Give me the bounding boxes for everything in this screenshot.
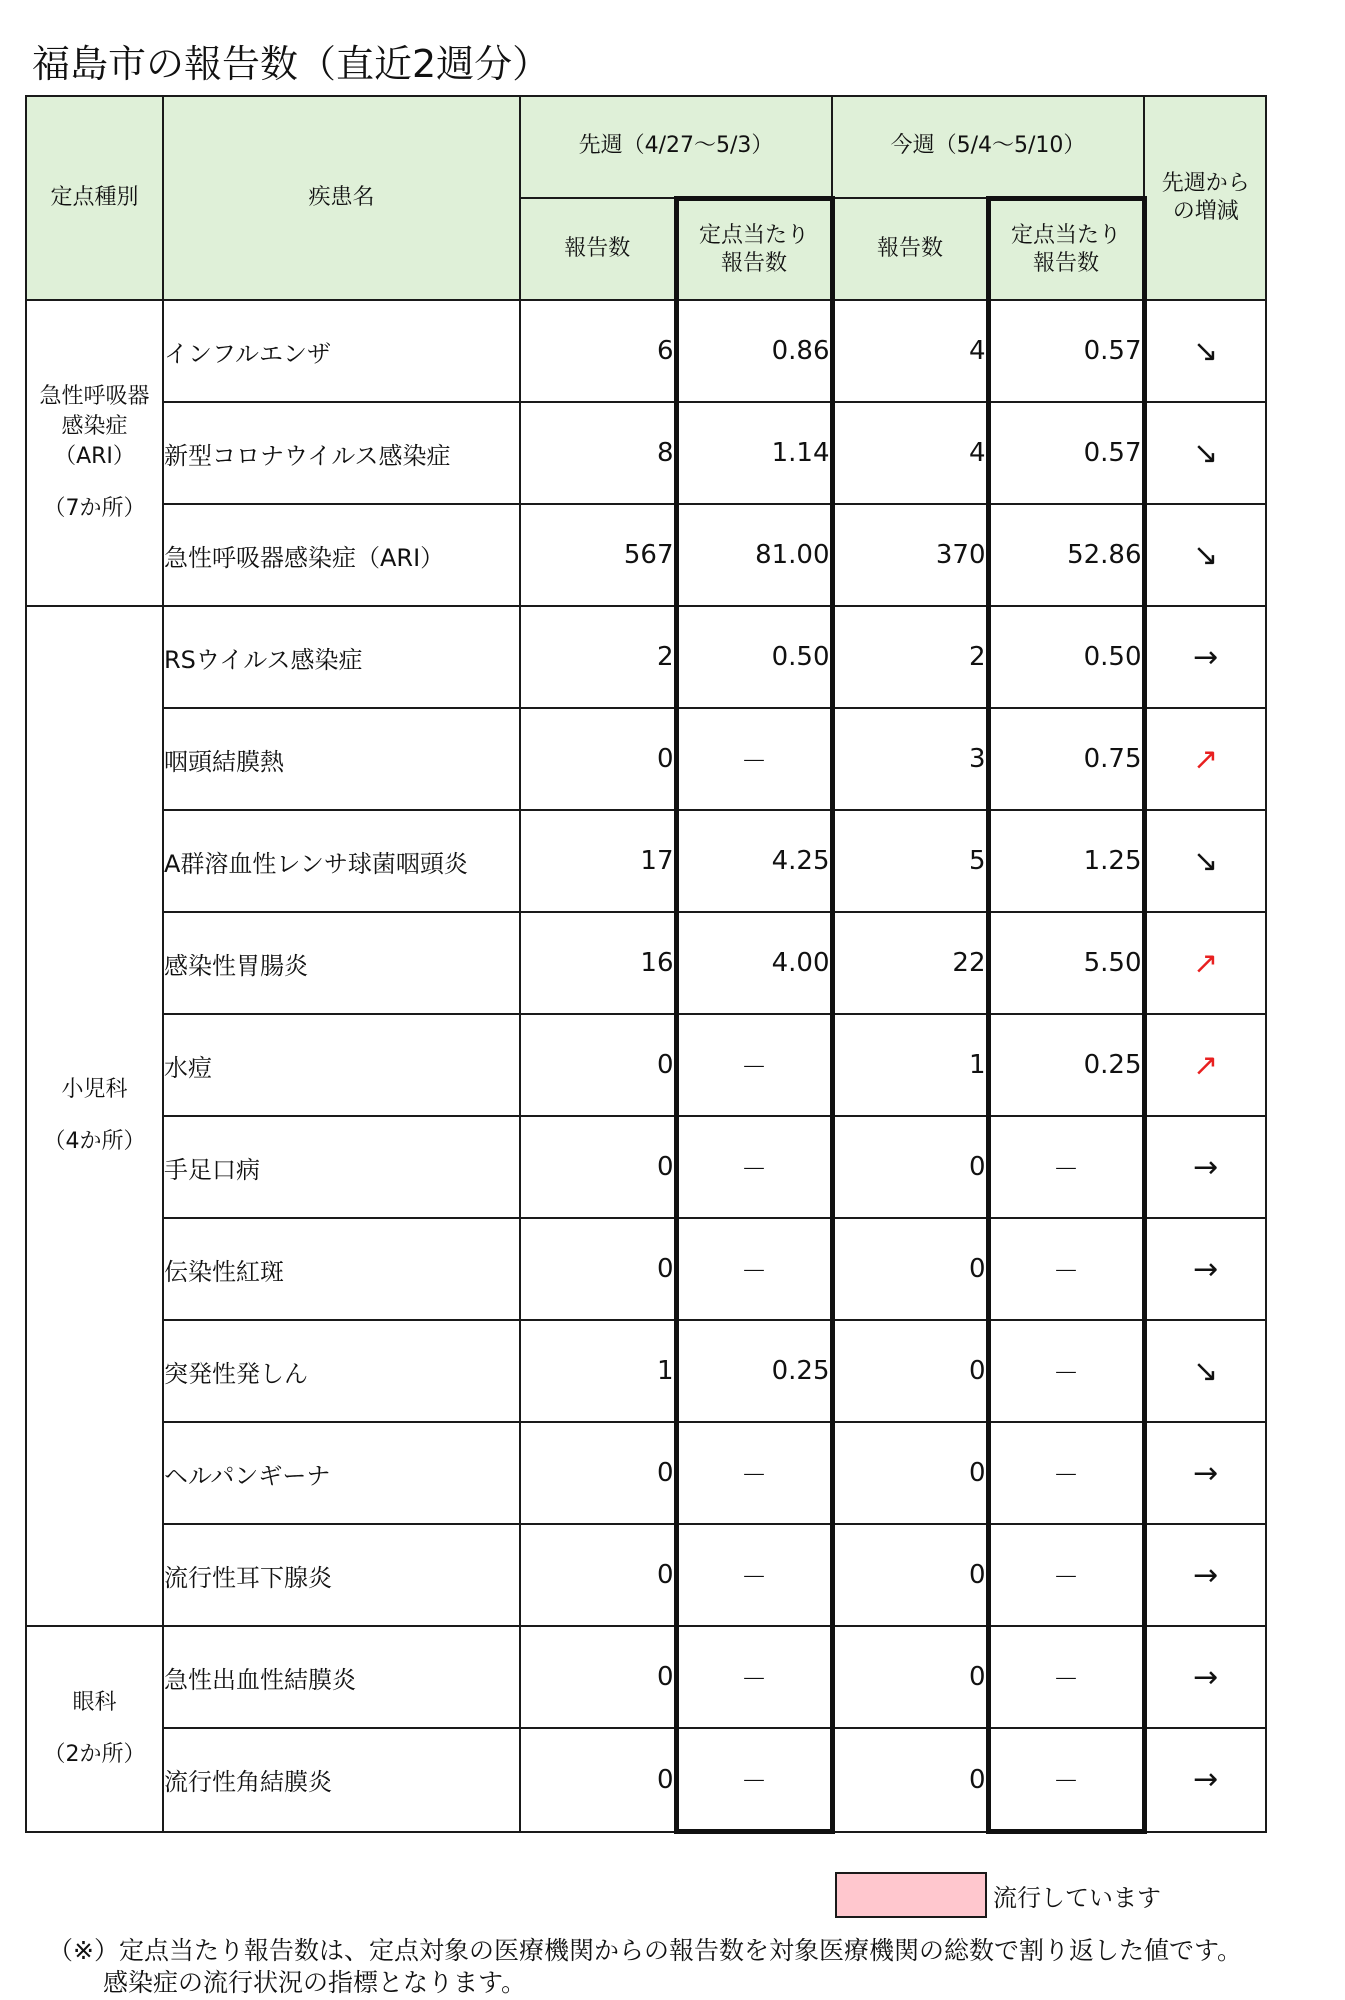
trend-arrow-icon: ↘ (1144, 810, 1266, 912)
prev-count: 17 (520, 810, 676, 912)
cur-count: 0 (832, 1320, 988, 1422)
table-row (26, 1320, 1266, 1422)
trend-arrow-icon: ↘ (1144, 402, 1266, 504)
table-row (26, 402, 1266, 504)
prev-rate: 0.25 (676, 1320, 832, 1422)
cur-rate: 1.25 (988, 810, 1144, 912)
prev-rate: 1.14 (676, 402, 832, 504)
disease-name: 流行性耳下腺炎 (163, 1524, 520, 1626)
table-row (26, 504, 1266, 606)
prev-count: 1 (520, 1320, 676, 1422)
header-cur-count: 報告数 (832, 198, 988, 300)
table-row (26, 1626, 1266, 1728)
trend-arrow-icon: → (1144, 606, 1266, 708)
category-name: 急性呼吸器感染症（ARI） (39, 384, 150, 469)
disease-name: 急性呼吸器感染症（ARI） (163, 504, 520, 606)
prev-count: 0 (520, 1014, 676, 1116)
table-row (26, 300, 1266, 402)
cur-count: 4 (832, 402, 988, 504)
prev-count: 567 (520, 504, 676, 606)
prev-rate: 4.00 (676, 912, 832, 1014)
prev-count: 0 (520, 1728, 676, 1832)
cur-rate: － (988, 1422, 1144, 1524)
cur-rate: 52.86 (988, 504, 1144, 606)
disease-name: A群溶血性レンサ球菌咽頭炎 (163, 810, 520, 912)
disease-name: インフルエンザ (163, 300, 520, 402)
header-cur-rate: 定点当たり報告数 (988, 198, 1144, 300)
category-name: 小児科 (61, 1077, 128, 1102)
category-sites: （4か所） (43, 1129, 146, 1154)
cur-count: 0 (832, 1524, 988, 1626)
trend-arrow-icon: ↗ (1144, 912, 1266, 1014)
prev-rate: 81.00 (676, 504, 832, 606)
prev-count: 0 (520, 1626, 676, 1728)
table-row (26, 1218, 1266, 1320)
table-row (26, 1116, 1266, 1218)
prev-rate: － (676, 1014, 832, 1116)
prev-count: 2 (520, 606, 676, 708)
cur-count: 370 (832, 504, 988, 606)
header-disease: 疾患名 (163, 96, 520, 300)
prev-count: 0 (520, 1422, 676, 1524)
table-row (26, 1422, 1266, 1524)
trend-arrow-icon: → (1144, 1626, 1266, 1728)
cur-count: 0 (832, 1218, 988, 1320)
cur-count: 2 (832, 606, 988, 708)
legend (835, 1872, 1161, 1918)
prev-rate: － (676, 1524, 832, 1626)
cur-count: 3 (832, 708, 988, 810)
table-row (26, 1524, 1266, 1626)
trend-arrow-icon: → (1144, 1422, 1266, 1524)
category-name: 眼科 (72, 1689, 117, 1715)
disease-name: 突発性発しん (163, 1320, 520, 1422)
footnote-line-2: 感染症の流行状況の指標となります。 (103, 1968, 527, 1997)
trend-arrow-icon: → (1144, 1524, 1266, 1626)
disease-name: 伝染性紅斑 (163, 1218, 520, 1320)
disease-name: 水痘 (163, 1014, 520, 1116)
prev-rate: 0.86 (676, 300, 832, 402)
prev-count: 0 (520, 708, 676, 810)
category-sites: （7か所） (43, 496, 146, 521)
prev-rate: － (676, 1218, 832, 1320)
trend-arrow-icon: ↗ (1144, 708, 1266, 810)
trend-arrow-icon: ↘ (1144, 504, 1266, 606)
report-table (25, 95, 1267, 1834)
page-title: 福島市の報告数（直近2週分） (32, 42, 551, 86)
disease-name: 急性出血性結膜炎 (163, 1626, 520, 1728)
prev-count: 8 (520, 402, 676, 504)
prev-rate: － (676, 708, 832, 810)
cur-rate: － (988, 1116, 1144, 1218)
prev-count: 0 (520, 1116, 676, 1218)
trend-arrow-icon: ↘ (1144, 300, 1266, 402)
table-row (26, 606, 1266, 708)
table-row (26, 1728, 1266, 1832)
header-this-week: 今週（5/4～5/10） (832, 96, 1144, 198)
cur-rate: 0.57 (988, 402, 1144, 504)
footnote (48, 1935, 1242, 1999)
category-sites: （2か所） (43, 1741, 146, 1767)
table-row (26, 1014, 1266, 1116)
category-cell (26, 606, 163, 1626)
prev-rate: 4.25 (676, 810, 832, 912)
trend-arrow-icon: → (1144, 1116, 1266, 1218)
cur-rate: － (988, 1626, 1144, 1728)
disease-name: 新型コロナウイルス感染症 (163, 402, 520, 504)
cur-rate: 0.75 (988, 708, 1144, 810)
prev-rate: 0.50 (676, 606, 832, 708)
cur-count: 4 (832, 300, 988, 402)
cur-rate: － (988, 1320, 1144, 1422)
prev-count: 0 (520, 1218, 676, 1320)
cur-rate: － (988, 1524, 1144, 1626)
cur-rate: － (988, 1218, 1144, 1320)
cur-count: 22 (832, 912, 988, 1014)
category-cell (26, 1626, 163, 1832)
disease-name: ヘルパンギーナ (163, 1422, 520, 1524)
disease-name: 手足口病 (163, 1116, 520, 1218)
prev-count: 0 (520, 1524, 676, 1626)
table-row (26, 708, 1266, 810)
trend-arrow-icon: ↘ (1144, 1320, 1266, 1422)
trend-arrow-icon: ↗ (1144, 1014, 1266, 1116)
header-prev-week: 先週（4/27～5/3） (520, 96, 832, 198)
prev-rate: － (676, 1728, 832, 1832)
prev-rate: － (676, 1422, 832, 1524)
disease-name: 感染性胃腸炎 (163, 912, 520, 1014)
category-cell (26, 300, 163, 606)
legend-swatch (835, 1872, 987, 1918)
disease-name: 流行性角結膜炎 (163, 1728, 520, 1832)
cur-count: 1 (832, 1014, 988, 1116)
cur-count: 0 (832, 1626, 988, 1728)
cur-rate: － (988, 1728, 1144, 1832)
prev-rate: － (676, 1626, 832, 1728)
prev-rate: － (676, 1116, 832, 1218)
disease-name: 咽頭結膜熱 (163, 708, 520, 810)
trend-arrow-icon: → (1144, 1728, 1266, 1832)
footnote-line-1: （※）定点当たり報告数は、定点対象の医療機関からの報告数を対象医療機関の総数で割り返した値です。 (48, 1936, 1242, 1965)
legend-label: 流行しています (993, 1883, 1161, 1912)
cur-count: 0 (832, 1116, 988, 1218)
header-prev-rate: 定点当たり報告数 (676, 198, 832, 300)
table-row (26, 912, 1266, 1014)
cur-rate: 0.57 (988, 300, 1144, 402)
header-category: 定点種別 (26, 96, 163, 300)
header-change: 先週からの増減 (1144, 96, 1266, 300)
table-row (26, 810, 1266, 912)
trend-arrow-icon: → (1144, 1218, 1266, 1320)
prev-count: 6 (520, 300, 676, 402)
cur-count: 0 (832, 1422, 988, 1524)
disease-name: RSウイルス感染症 (163, 606, 520, 708)
header-prev-count: 報告数 (520, 198, 676, 300)
cur-rate: 0.25 (988, 1014, 1144, 1116)
cur-rate: 0.50 (988, 606, 1144, 708)
cur-rate: 5.50 (988, 912, 1144, 1014)
cur-count: 0 (832, 1728, 988, 1832)
cur-count: 5 (832, 810, 988, 912)
prev-count: 16 (520, 912, 676, 1014)
